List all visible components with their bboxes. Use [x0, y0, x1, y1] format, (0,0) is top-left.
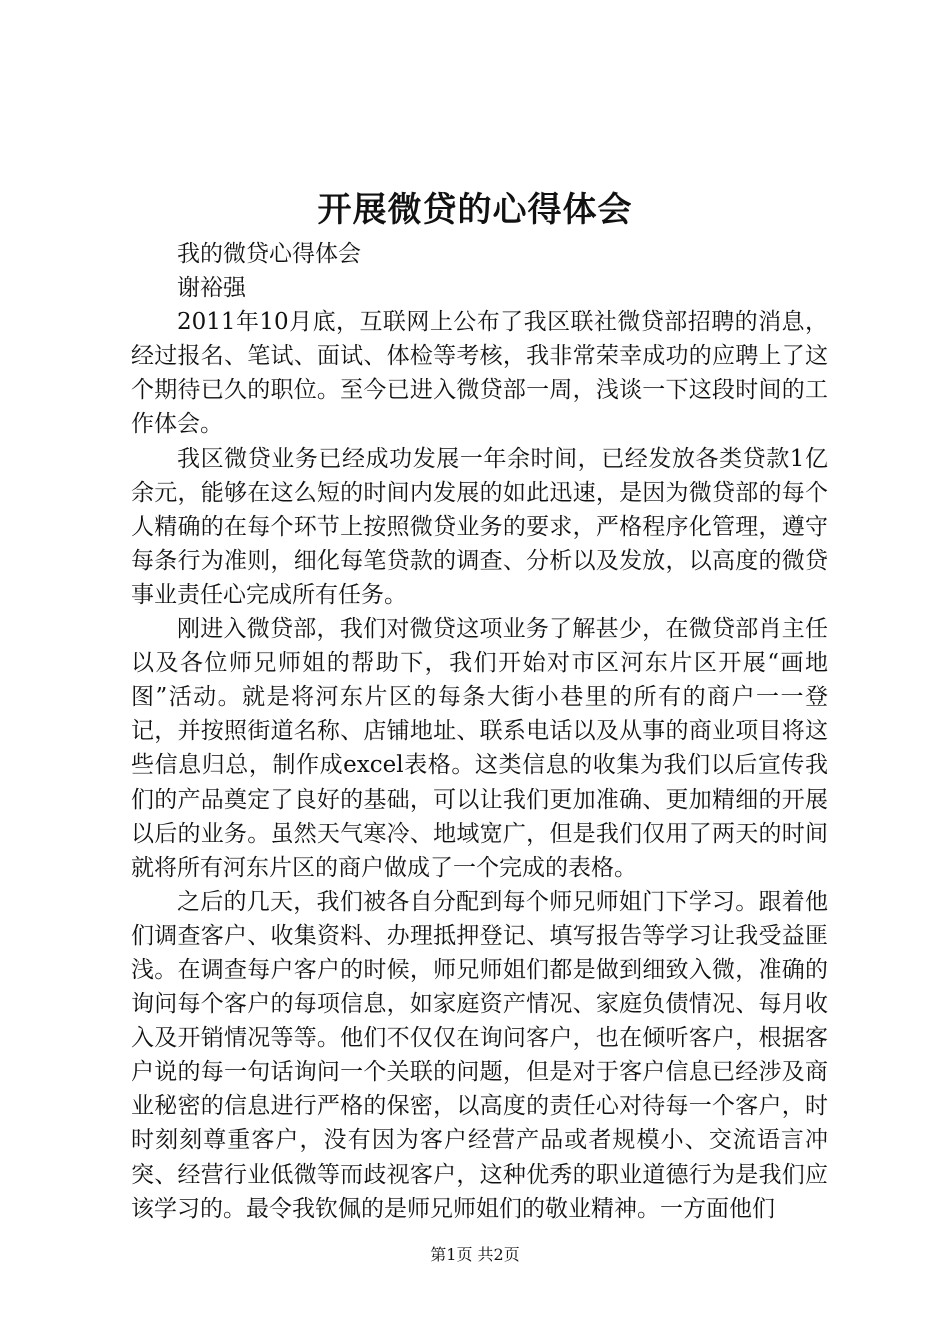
body-paragraph: 2011年10月底，互联网上公布了我区联社微贷部招聘的消息，经过报名、笔试、面试、体检等考核，我非常荣幸成功的应聘上了这个期待已久的职位。至今已进入微贷部一周，浅谈一下这段时间的工作体会。 [131, 309, 828, 438]
body-paragraph: 刚进入微贷部，我们对微贷这项业务了解甚少，在微贷部肖主任以及各位师兄师姐的帮助下，我们开始对市区河东片区开展“画地图”活动。就是将河东片区的每条大街小巷里的所有的商户一一登记，并按照街道名称、店铺地址、联系电话以及从事的商业项目将这些信息归总，制作成excel表格。这类信息的收集为我们以后宣传我们的产品奠定了良好的基础，可以让我们更加准确、更加精细的开展以后的业务。虽然天气寒冷、地域宽广，但是我们仅用了两天的时间就将所有河东片区的商户做成了一个完成的表格。 [131, 616, 828, 881]
document-body [131, 237, 828, 1226]
body-paragraph: 我区微贷业务已经成功发展一年余时间，已经发放各类贷款1亿余元，能够在这么短的时间内发展的如此迅速，是因为微贷部的每个人精确的在每个环节上按照微贷业务的要求，严格程序化管理，遵守每条行为准则，细化每笔贷款的调查、分析以及发放，以高度的微贷事业责任心完成所有任务。 [131, 445, 828, 608]
document-title: 开展微贷的心得体会 [317, 190, 633, 230]
body-paragraph: 之后的几天，我们被各自分配到每个师兄师姐门下学习。跟着他们调查客户、收集资料、办理抵押登记、填写报告等学习让我受益匪浅。在调查每户客户的时候，师兄师姐们都是做到细致入微，准确的询问每个客户的每项信息，如家庭资产情况、家庭负债情况、每月收入及开销情况等等。他们不仅仅在询问客户，也在倾听客户，根据客户说的每一句话询问一个关联的问题，但是对于客户信息已经涉及商业秘密的信息进行严格的保密，以高度的责任心对待每一个客户，时时刻刻尊重客户，没有因为客户经营产品或者规模小、交流语言冲突、经营行业低微等而歧视客户，这种优秀的职业道德行为是我们应该学习的。最令我钦佩的是师兄师姐们的敬业精神。一方面他们 [131, 888, 828, 1222]
page-footer: 第1页 共2页 [430, 1245, 520, 1264]
author-paragraph: 谢裕强 [177, 275, 246, 302]
subtitle-paragraph: 我的微贷心得体会 [177, 241, 361, 267]
